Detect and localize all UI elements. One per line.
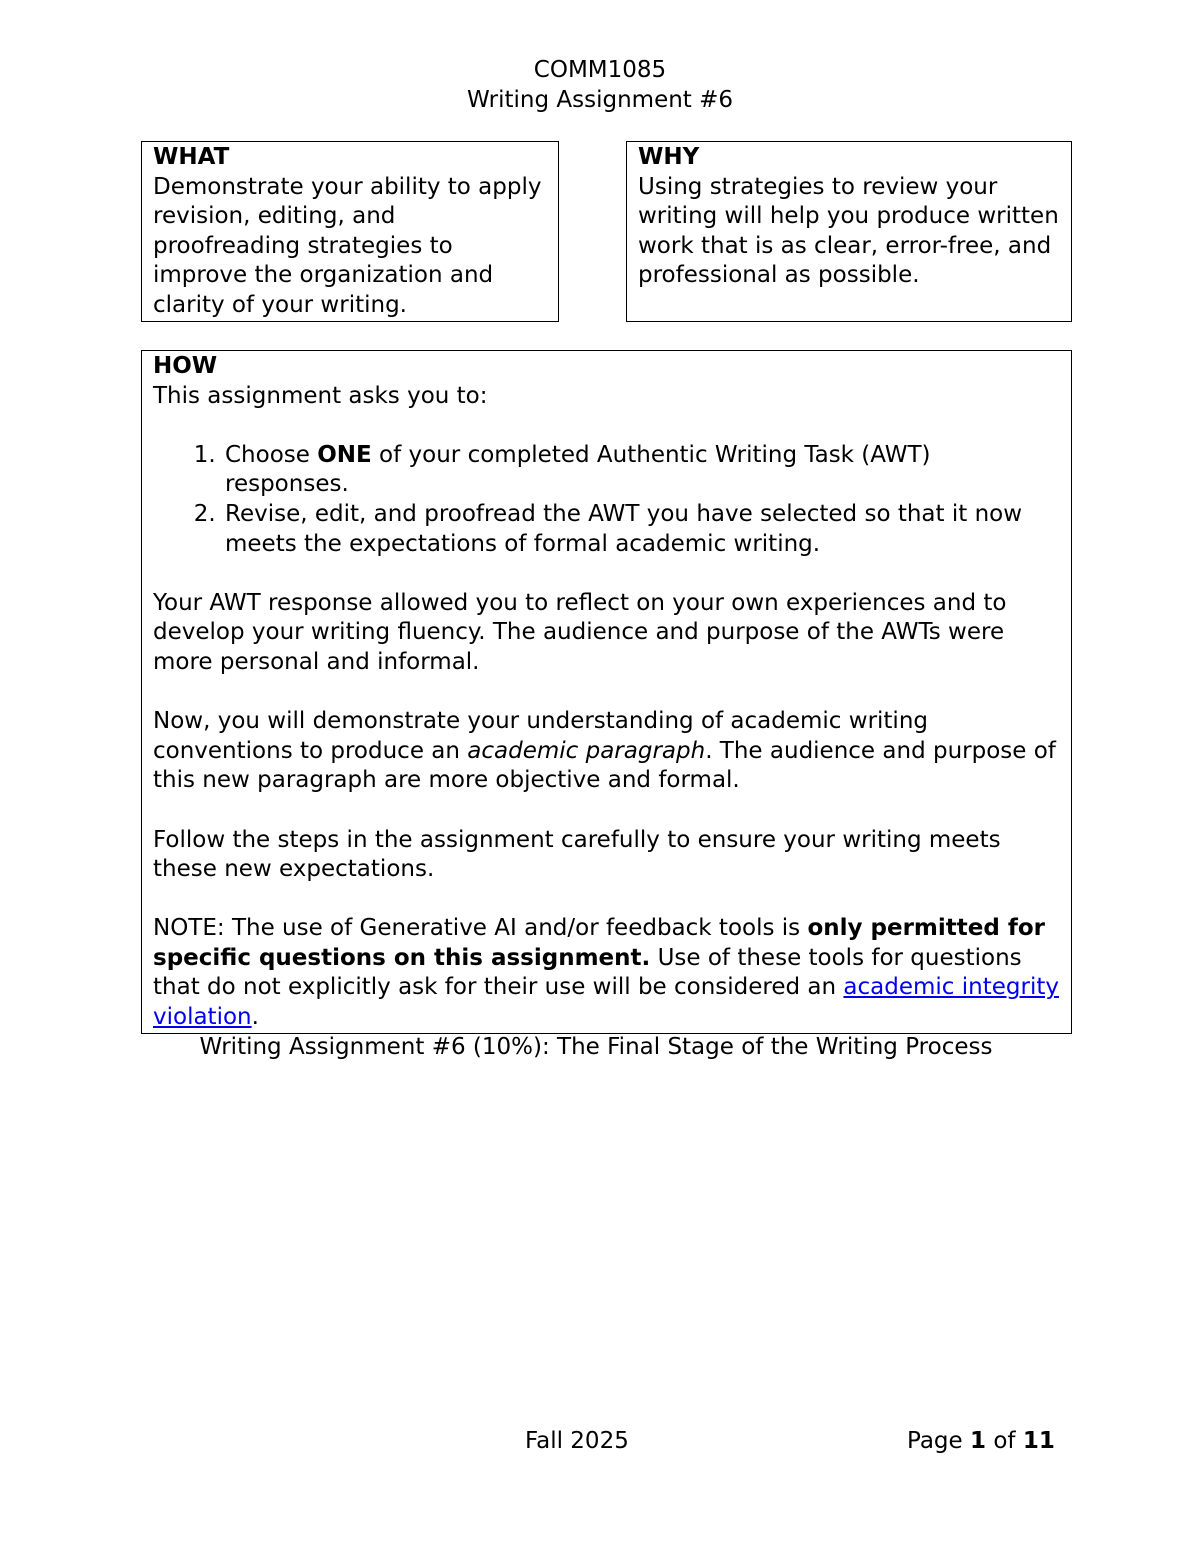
how-paragraph-2: Now, you will demonstrate your understanding of academic writing conventions to produce an academic paragraph. The audience and purpose of this new paragraph are more objective and formal. xyxy=(153,708,1056,794)
page-header xyxy=(0,55,1200,115)
how-paragraph-3: Follow the steps in the assignment carefully to ensure your writing meets these new expectations. xyxy=(153,826,1001,883)
what-body: Demonstrate your ability to apply revision, editing, and proofreading strategies to improve the organization and clarity of your writing. xyxy=(153,173,542,318)
why-box xyxy=(626,141,1072,322)
ai-note: NOTE: The use of Generative AI and/or feedback tools is only permitted for specific questions on this assignment. Use of these tools for questions that do not explicitly ask for their use will be considered an academic integrity violation. xyxy=(153,915,1059,1031)
course-code: COMM1085 xyxy=(533,57,667,83)
footer-term: Fall 2025 xyxy=(525,1428,629,1454)
what-box xyxy=(141,141,559,322)
how-box xyxy=(141,350,1072,1034)
how-paragraph-1: Your AWT response allowed you to reflect on your own experiences and to develop your writing fluency. The audience and purpose of the AWTs were more personal and informal. xyxy=(153,589,1007,675)
how-title: HOW xyxy=(153,353,218,379)
how-intro: This assignment asks you to: xyxy=(153,382,488,409)
step-item: 2. Revise, edit, and proofread the AWT you have selected so that it now meets the expectations of formal academic writing. xyxy=(223,500,1061,559)
document-title: Writing Assignment #6 xyxy=(466,87,734,113)
total-pages: 11 xyxy=(1022,1428,1055,1454)
page-number: Page 1 of 11 xyxy=(907,1428,1055,1454)
what-title: WHAT xyxy=(153,144,230,170)
why-title: WHY xyxy=(638,144,700,170)
current-page: 1 xyxy=(970,1428,987,1454)
step-item: 1. Choose ONE of your completed Authentic Writing Task (AWT) responses. xyxy=(223,441,1061,500)
italic-term: academic paragraph xyxy=(467,737,706,764)
steps-list xyxy=(153,441,1061,559)
step-emphasis: ONE xyxy=(317,441,372,468)
why-body: Using strategies to review your writing will help you produce written work that is as clear, error-free, and professional as possible. xyxy=(638,173,1059,289)
note-emphasis: only permitted for specific questions on this assignment. xyxy=(153,915,1045,971)
assignment-subtitle: Writing Assignment #6 (10%): The Final Stage of the Writing Process xyxy=(199,1034,993,1060)
academic-integrity-link[interactable]: academic integrity violation xyxy=(153,974,1059,1031)
